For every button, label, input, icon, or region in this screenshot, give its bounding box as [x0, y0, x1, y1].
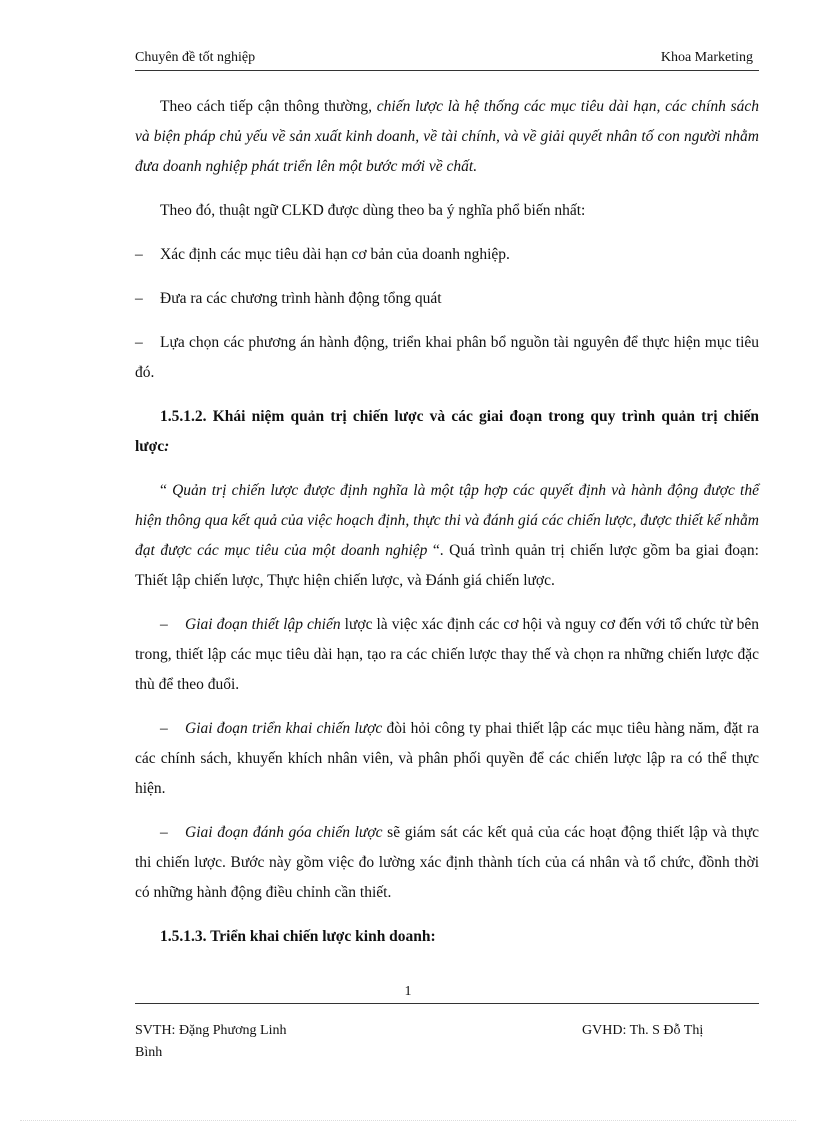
footer-student: SVTH: Đặng Phương Linh [135, 1023, 287, 1038]
paragraph-quote [135, 476, 759, 596]
quote-open-mark: “ [160, 482, 173, 499]
list-item-text: Xác định các mục tiêu dài hạn cơ bản của doanh nghiệp. [160, 246, 510, 263]
paragraph-stage-3 [135, 818, 759, 908]
dash-marker: – [135, 334, 143, 351]
section-heading-1512 [135, 402, 759, 462]
header-title: Chuyên đề tốt nghiệp [135, 50, 256, 65]
document-body [135, 92, 759, 952]
paragraph-meanings-intro: Theo đó, thuật ngữ CLKD được dùng theo ba ý nghĩa phổ biến nhất: [160, 202, 586, 219]
paragraph-definition-italic: , chiến lược là hệ thống các mục tiêu dài hạn, các chính sách và biện pháp chủ yếu về sản xuất kinh doanh, về tài chính, và về giải quyết nhân tố con người nhằm đưa doanh nghiệp phát triển lên một bước mới về chất. [135, 98, 759, 175]
stage-3-text: sẽ giám sát các kết quả của các hoạt động thiết lập và thực thi chiến lược. Bước này gồm việc đo lường xác định thành tích của cá nhân và tổ chức, đồnh thời có những hành động điều chỉnh cần thiết. [135, 824, 759, 901]
stage-1-text: lược là việc xác định các cơ hội và nguy cơ đến với tổ chức từ bên trong, thiết lập các mục tiêu dài hạn, tạo ra các chiến lược thay thế và chọn ra những chiến lược đặc thù để theo đuổi. [135, 616, 759, 693]
dash-marker: – [160, 824, 168, 841]
quote-italic-text: Quản trị chiến lược được định nghĩa là một tập hợp các quyết định và hành động được thể hiện thông qua kết quả của việc hoạch định, thực thi và đánh giá các chiến lược, được thiết kế nhằm đạt được các mục tiêu của một doanh nghiệp [135, 482, 759, 559]
list-item [135, 240, 759, 270]
footer-supervisor: GVHD: Th. S Đỗ Thị [582, 1023, 704, 1038]
paragraph-stage-1 [135, 610, 759, 700]
list-item-text: Đưa ra các chương trình hành động tổng quát [160, 290, 442, 307]
stage-1-title: Giai đoạn thiết lập chiến [185, 616, 341, 633]
section-heading-1512-colon: : [164, 438, 170, 455]
list-item [135, 328, 759, 388]
page-header [135, 50, 759, 71]
page-edge-divider [20, 1120, 796, 1121]
stage-2-title: Giai đoạn triển khai chiến lược [185, 720, 383, 737]
stage-2-text: đòi hỏi công ty phai thiết lập các mục tiêu hàng năm, đặt ra các chính sách, khuyến khích nhân viên, và phân phối quyền để các chiến lược lập ra có thể thực hiện. [135, 720, 759, 797]
paragraph-stage-2 [135, 714, 759, 804]
quote-rest-text: “. Quá trình quản trị chiến lược gồm ba giai đoạn: Thiết lập chiến lược, Thực hiện chiến lược, và Đánh giá chiến lược. [135, 542, 759, 589]
paragraph-definition-lead: Theo cách tiếp cận thông thường [160, 98, 369, 115]
section-heading-1513: 1.5.1.3. Triển khai chiến lược kinh doanh: [160, 928, 436, 945]
footer-supervisor-continuation: Bình [135, 1045, 163, 1060]
paragraph-definition [135, 92, 759, 182]
list-item [135, 284, 759, 314]
section-heading-1512-text: 1.5.1.2. Khái niệm quản trị chiến lược và các giai đoạn trong quy trình quản trị chiến lược [135, 408, 759, 455]
dash-marker: – [160, 616, 168, 633]
header-department: Khoa Marketing [660, 50, 753, 65]
page-number: 1 [404, 984, 412, 999]
footer-divider [135, 1003, 759, 1004]
dash-marker: – [160, 720, 168, 737]
dash-marker: – [135, 246, 143, 263]
stage-3-title: Giai đoạn đánh góa chiến lược [185, 824, 383, 841]
list-item-text: Lựa chọn các phương án hành động, triển khai phân bổ nguồn tài nguyên để thực hiện mục tiêu đó. [135, 334, 759, 381]
dash-marker: – [135, 290, 143, 307]
